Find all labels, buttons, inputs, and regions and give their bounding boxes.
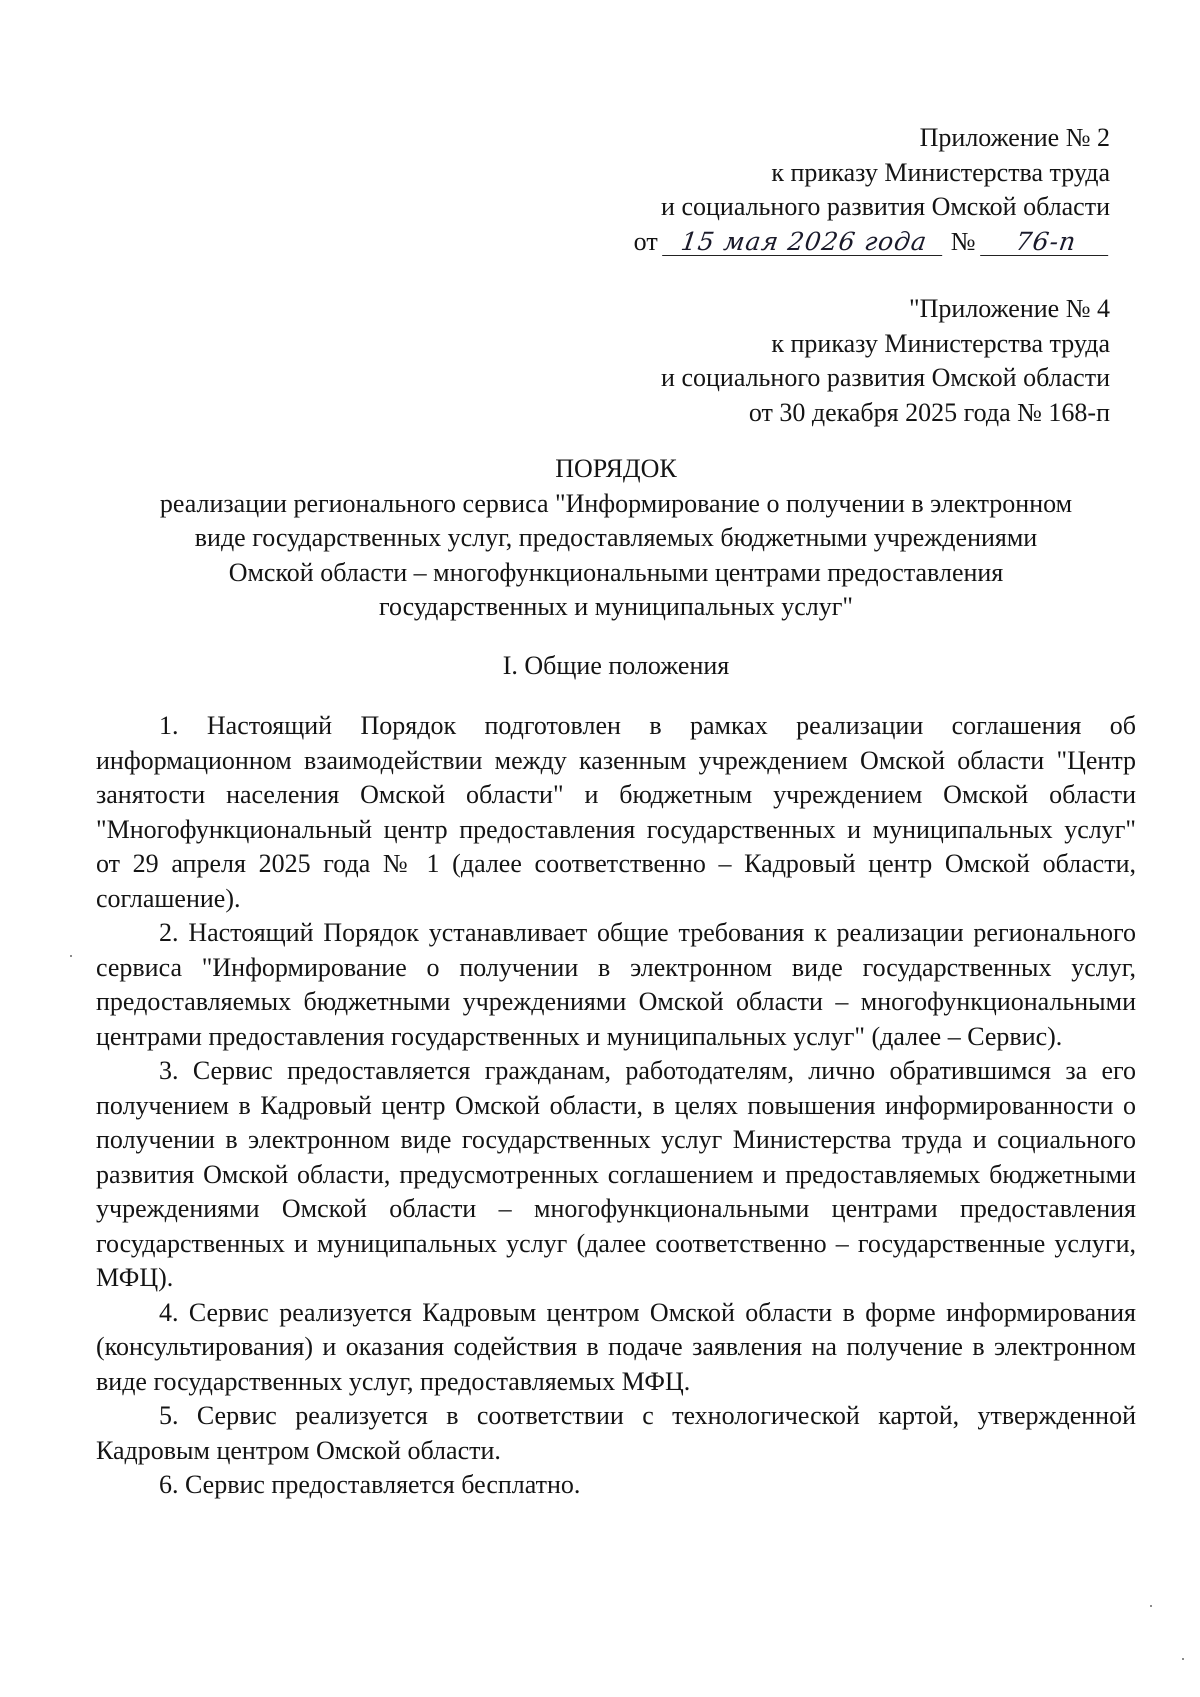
original-attachment-line-2: к приказу Министерства труда (771, 328, 1110, 358)
attachment-line-1: Приложение № 2 (919, 123, 1110, 152)
attachment-line-2: к приказу Министерства труда (771, 157, 1110, 187)
handwritten-date: 15 мая 2026 года (662, 229, 946, 256)
attachment-date-line (634, 225, 1110, 260)
title-line-4: государственных и муниципальных услуг" (378, 592, 854, 621)
title-line-3: Омской области – многофункциональными центрами предоставления (228, 557, 1004, 587)
original-attachment-header (661, 292, 1110, 430)
title-line-2: виде государственных услуг, предоставляемых бюджетными учреждениями (194, 523, 1038, 552)
paragraph-4: 4. Сервис реализуется Кадровым центром Омской области в форме информирования (консультирования) и оказания содействия в подаче заявления на получение в электронном виде государственных услуг, предоставляемых МФЦ. (96, 1297, 1136, 1396)
attachment-header (634, 121, 1110, 259)
scan-speck (70, 955, 72, 957)
section-heading: I. Общие положения (502, 651, 730, 680)
scan-speck (1182, 1658, 1184, 1660)
date-prefix: от (633, 226, 658, 256)
paragraph-1: 1. Настоящий Порядок подготовлен в рамках реализации соглашения об информационном взаимодействии между казенным учреждением Омской области "Центр занятости населения Омской области" и бюджетным учреждением Омской области "Многофункциональный центр предоставления государственных и муниципальных услуг" от 29 апреля 2025 года № 1 (далее соответственно – Кадровый центр Омской области, соглашение). (96, 711, 1136, 913)
original-attachment-line-3: и социального развития Омской области (661, 363, 1110, 392)
title-line-1: реализации регионального сервиса "Информирование о получении в электронном (159, 488, 1073, 518)
paragraph-2: 2. Настоящий Порядок устанавливает общие требования к реализации регионального сервиса "Информирование о получении в электронном виде государственных услуг, предоставляемых бюджетными учреждениями Омской области – многофункциональными центрами предоставления государственных и муниципальных услуг" (далее – Сервис). (96, 918, 1136, 1051)
section-body (96, 709, 1136, 1503)
paragraph-3: 3. Сервис предоставляется гражданам, работодателям, лично обратившимся за его получением в Кадровый центр Омской области, в целях повышения информированности о получении в электронном виде государственных услуг Министерства труда и социального развития Омской области, предусмотренных соглашением и предоставляемых бюджетными учреждениями Омской области – многофункциональными центрами предоставления государственных и муниципальных услуг (далее соответственно – государственные услуги, МФЦ). (96, 1056, 1136, 1292)
paragraph-6: 6. Сервис предоставляется бесплатно. (159, 1470, 581, 1499)
paragraph-5: 5. Сервис реализуется в соответствии с технологической картой, утвержденной Кадровым центром Омской области. (96, 1401, 1136, 1465)
original-attachment-line-1: "Приложение № 4 (909, 294, 1110, 323)
title-heading: ПОРЯДОК (555, 454, 677, 483)
original-attachment-line-4: от 30 декабря 2025 года № 168-п (748, 397, 1110, 427)
number-prefix: № (950, 226, 976, 256)
attachment-line-3: и социального развития Омской области (661, 192, 1110, 221)
handwritten-number: 76-п (980, 229, 1112, 256)
document-title (100, 452, 1132, 625)
scan-speck (1150, 1605, 1152, 1607)
